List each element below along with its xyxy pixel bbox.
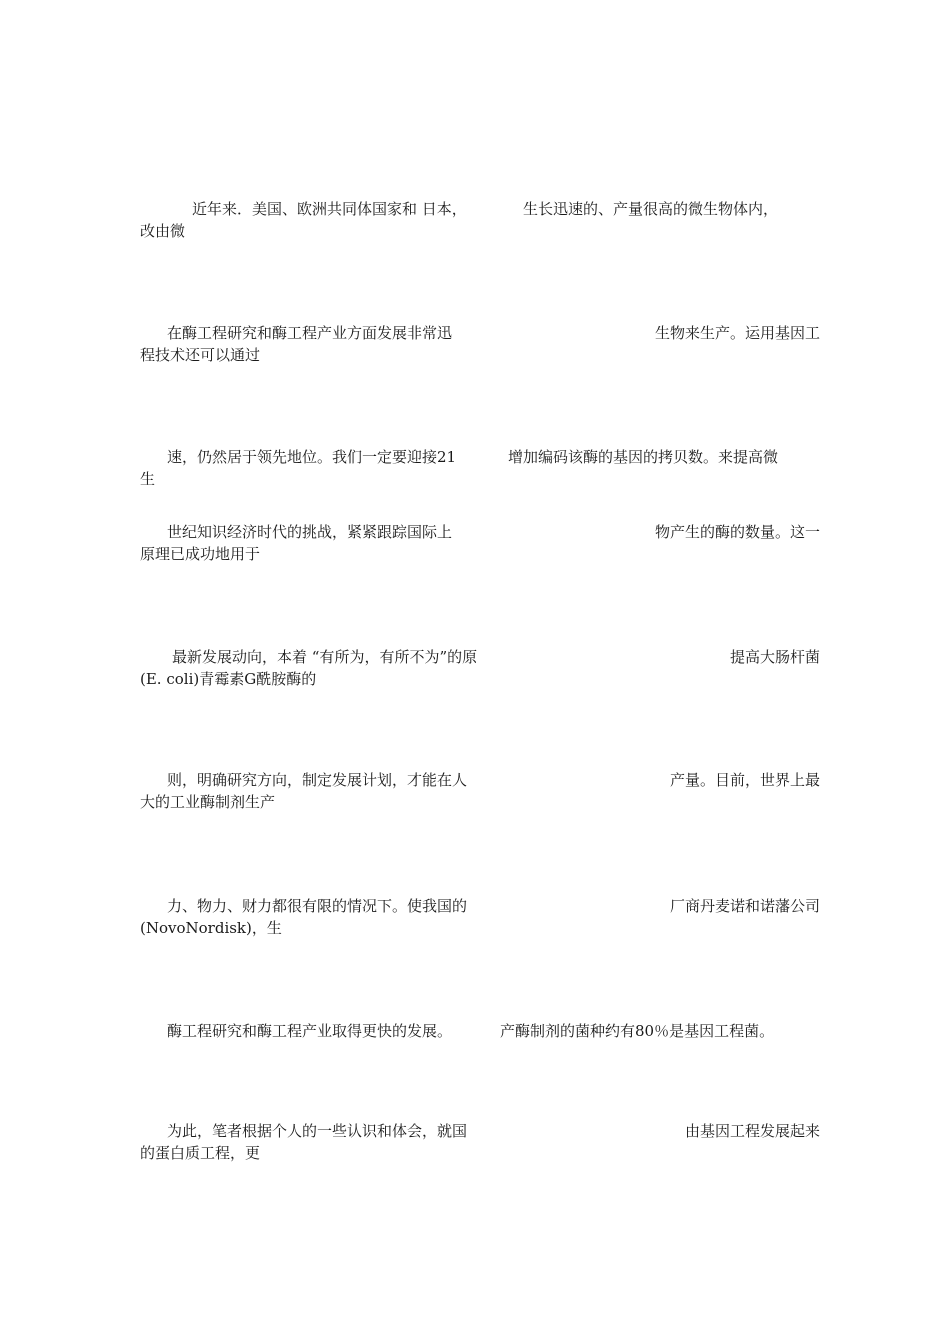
paragraph-1 — [140, 202, 820, 246]
paragraph-left-text: 近年来．美国、欧洲共同体国家和 日本， — [192, 200, 467, 218]
paragraph-8 — [140, 1024, 820, 1046]
paragraph-right-text: 增加编码该酶的基因的拷贝数。来提高微 — [508, 448, 779, 466]
paragraph-left-text: 在酶工程研究和酶工程产业方面发展非常迅 — [167, 324, 453, 342]
paragraph-3 — [140, 450, 820, 494]
paragraph-right-text: 生长迅速的、产量很高的微生物体内， — [523, 200, 779, 218]
paragraph-left-text: 酶工程研究和酶工程产业取得更快的发展。 — [167, 1022, 453, 1040]
paragraph-9 — [140, 1124, 820, 1168]
paragraph-4 — [140, 525, 820, 569]
paragraph-continuation: 程技术还可以通过 — [140, 346, 261, 364]
paragraph-continuation: 大的工业酶制剂生产 — [140, 793, 276, 811]
paragraph-continuation: 原理已成功地用于 — [140, 545, 261, 563]
paragraph-right-text: 生物来生产。运用基因工 — [654, 324, 820, 342]
paragraph-continuation: (E. coli)青霉素G酰胺酶的 — [140, 670, 317, 688]
paragraph-continuation: 生 — [140, 470, 156, 488]
paragraph-continuation: 改由微 — [140, 222, 186, 240]
paragraph-right-text: 产量。目前，世界上最 — [669, 771, 820, 789]
paragraph-right-text: 厂商丹麦诺和诺藩公司 — [669, 897, 820, 915]
paragraph-right-text: 提高大肠杆菌 — [729, 648, 820, 666]
paragraph-2 — [140, 326, 820, 370]
paragraph-6 — [140, 773, 820, 817]
paragraph-right-text: 产酶制剂的菌种约有80％是基因工程菌。 — [500, 1022, 775, 1040]
paragraph-right-text: 物产生的酶的数量。这一 — [654, 523, 820, 541]
paragraph-left-text: 则，明确研究方向，制定发展计划，才能在人 — [167, 771, 468, 789]
paragraph-left-text: 速，仍然居于领先地位。我们一定要迎接21 — [167, 448, 457, 466]
paragraph-5 — [140, 650, 820, 694]
paragraph-continuation: (NovoNordisk)，生 — [140, 919, 282, 937]
paragraph-7 — [140, 899, 820, 943]
paragraph-right-text: 由基因工程发展起来 — [684, 1122, 820, 1140]
paragraph-left-text: 世纪知识经济时代的挑战，紧紧跟踪国际上 — [167, 523, 453, 541]
paragraph-continuation: 的蛋白质工程，更 — [140, 1144, 261, 1162]
paragraph-left-text: 最新发展动向，本着 “有所为，有所不为”的原 — [172, 648, 478, 666]
paragraph-left-text: 为此，笔者根据个人的一些认识和体会，就国 — [167, 1122, 468, 1140]
paragraph-left-text: 力、物力、财力都很有限的情况下。使我国的 — [167, 897, 468, 915]
